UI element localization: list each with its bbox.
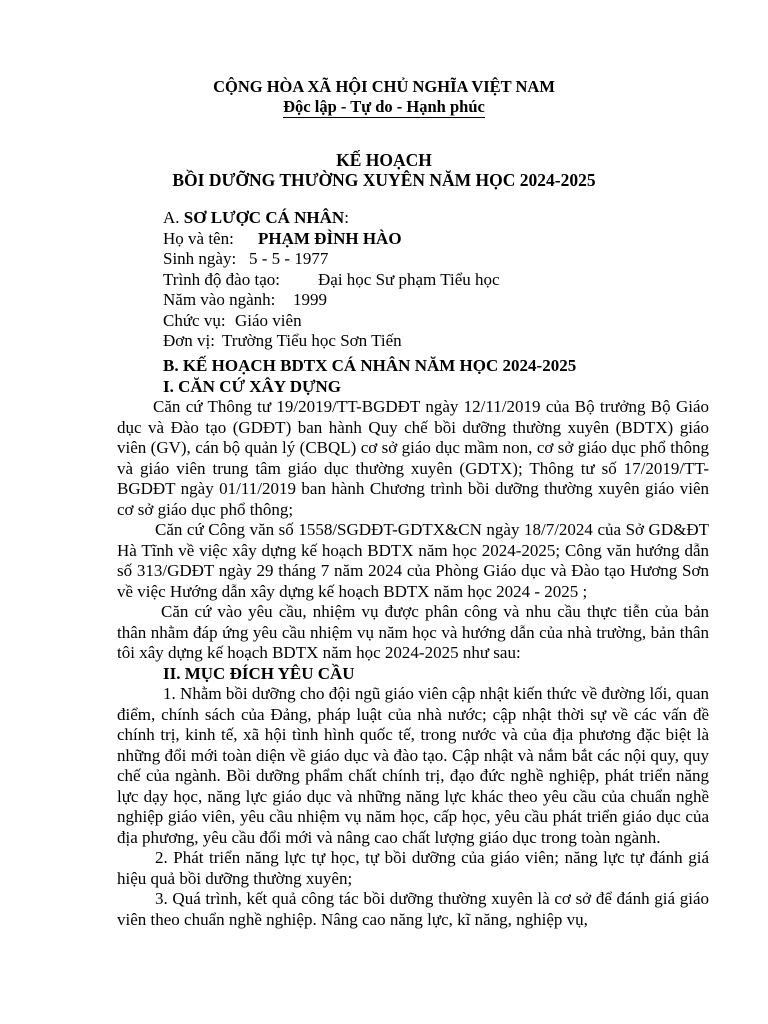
plan-title: KẾ HOẠCH (336, 150, 432, 170)
education-row: Trình độ đào tạo: Đại học Sư phạm Tiểu học (163, 269, 500, 289)
national-motto (0, 97, 768, 118)
name-row: Họ và tên: PHẠM ĐÌNH HÀO (163, 228, 402, 248)
paragraph-purpose-2: 2. Phát triển năng lực tự học, tự bồi dưỡng của giáo viên; năng lực tự đánh giá hiệu quả bồi dưỡng thường xuyên; (117, 848, 709, 888)
paragraph-basis-2: Căn cứ Công văn số 1558/SGDĐT-GDTX&CN ngày 18/7/2024 của Sở GD&ĐT Hà Tĩnh về việc xây dựng kế hoạch BDTX năm học 2024-2025; Công văn hướng dẫn số 313/GDĐT ngày 29 tháng 7 năm 2024 của Phòng Giáo dục và Đào tạo Hương Sơn về việc Hướng dẫn xây dựng kế hoạch BDTX năm học 2024 - 2025 ; (117, 520, 709, 601)
subsection-purpose: II. MỤC ĐÍCH YÊU CẦU (163, 663, 355, 683)
dob-value: 5 - 5 - 1977 (249, 249, 329, 268)
position-row: Chức vụ: Giáo viên (163, 310, 302, 330)
unit-row: Đơn vị: Trường Tiểu học Sơn Tiến (163, 331, 402, 350)
plan-body (117, 356, 709, 930)
year-row: Năm vào ngành: 1999 (163, 290, 327, 309)
paragraph-purpose-1: 1. Nhằm bồi dưỡng cho đội ngũ giáo viên cập nhật kiến thức về đường lối, quan điểm, chính sách của Đảng, pháp luật của nhà nước; cập nhật thời sự về các vấn đề chính trị, kinh tế, xã hội tình hình quốc tế, trong nước và của địa phương đặc biệt là những đổi mới toàn diện về giáo dục và đào tạo. Cập nhật và nắm bắt các nội quy, quy chế của ngành. Bồi dưỡng phẩm chất chính trị, đạo đức nghề nghiệp, phát triển năng lực dạy học, năng lực giáo dục và những năng lực khác theo yêu cầu của chuẩn nghề nghiệp giáo viên, yêu cầu nhiệm vụ năm học, cấp học, yêu cầu phát triển giáo dục của địa phương, yêu cầu đổi mới và nâng cao chất lượng giáo dục trong toàn ngành. (117, 684, 709, 847)
year-value: 1999 (293, 290, 327, 309)
motto-text: Độc lập - Tự do - Hạnh phúc (283, 97, 485, 116)
section-b-heading: B. KẾ HOẠCH BDTX CÁ NHÂN NĂM HỌC 2024-2025 (163, 356, 577, 375)
position-value: Giáo viên (235, 310, 302, 330)
paragraph-purpose-3: 3. Quá trình, kết quả công tác bồi dưỡng thường xuyên là cơ sở để đánh giá giáo viên theo chuẩn nghề nghiệp. Nâng cao năng lực, kĩ năng, nghiệp vụ, (117, 889, 709, 929)
plan-subtitle: BỒI DƯỠNG THƯỜNG XUYÊN NĂM HỌC 2024-2025 (172, 170, 596, 190)
national-title: CỘNG HÒA XÃ HỘI CHỦ NGHĨA VIỆT NAM (213, 77, 555, 96)
unit-value: Trường Tiểu học Sơn Tiến (222, 331, 402, 350)
subsection-basis: I. CĂN CỨ XÂY DỰNG (163, 376, 342, 396)
section-a-heading: A. SƠ LƯỢC CÁ NHÂN: (163, 208, 349, 227)
paragraph-basis-1: Căn cứ Thông tư 19/2019/TT-BGDĐT ngày 12/11/2019 của Bộ trưởng Bộ Giáo dục và Đào tạo (GDĐT) ban hành Quy chế bồi dưỡng thường xuyên (BDTX) giáo viên (GV), cán bộ quản lý (CBQL) cơ sở giáo dục mầm non, cơ sở giáo dục phổ thông và giáo viên trung tâm giáo dục thường xuyên (GDTX); Thông tư số 17/2019/TT-BGDĐT ngày 01/11/2019 ban hành Chương trình bồi dưỡng thường xuyên giáo viên cơ sở giáo dục phổ thông; (117, 397, 709, 519)
personal-info (163, 208, 723, 352)
paragraph-basis-3: Căn cứ vào yêu cầu, nhiệm vụ được phân công và nhu cầu thực tiễn của bản thân nhằm đáp ứng yêu cầu nhiệm vụ năm học và hướng dẫn của nhà trường, bản thân tôi xây dựng kế hoạch BDTX năm học 2024-2025 như sau: (117, 602, 709, 662)
dob-row: Sinh ngày: 5 - 5 - 1977 (163, 249, 329, 268)
education-value: Đại học Sư phạm Tiểu học (318, 269, 500, 289)
name-value: PHẠM ĐÌNH HÀO (258, 228, 402, 248)
